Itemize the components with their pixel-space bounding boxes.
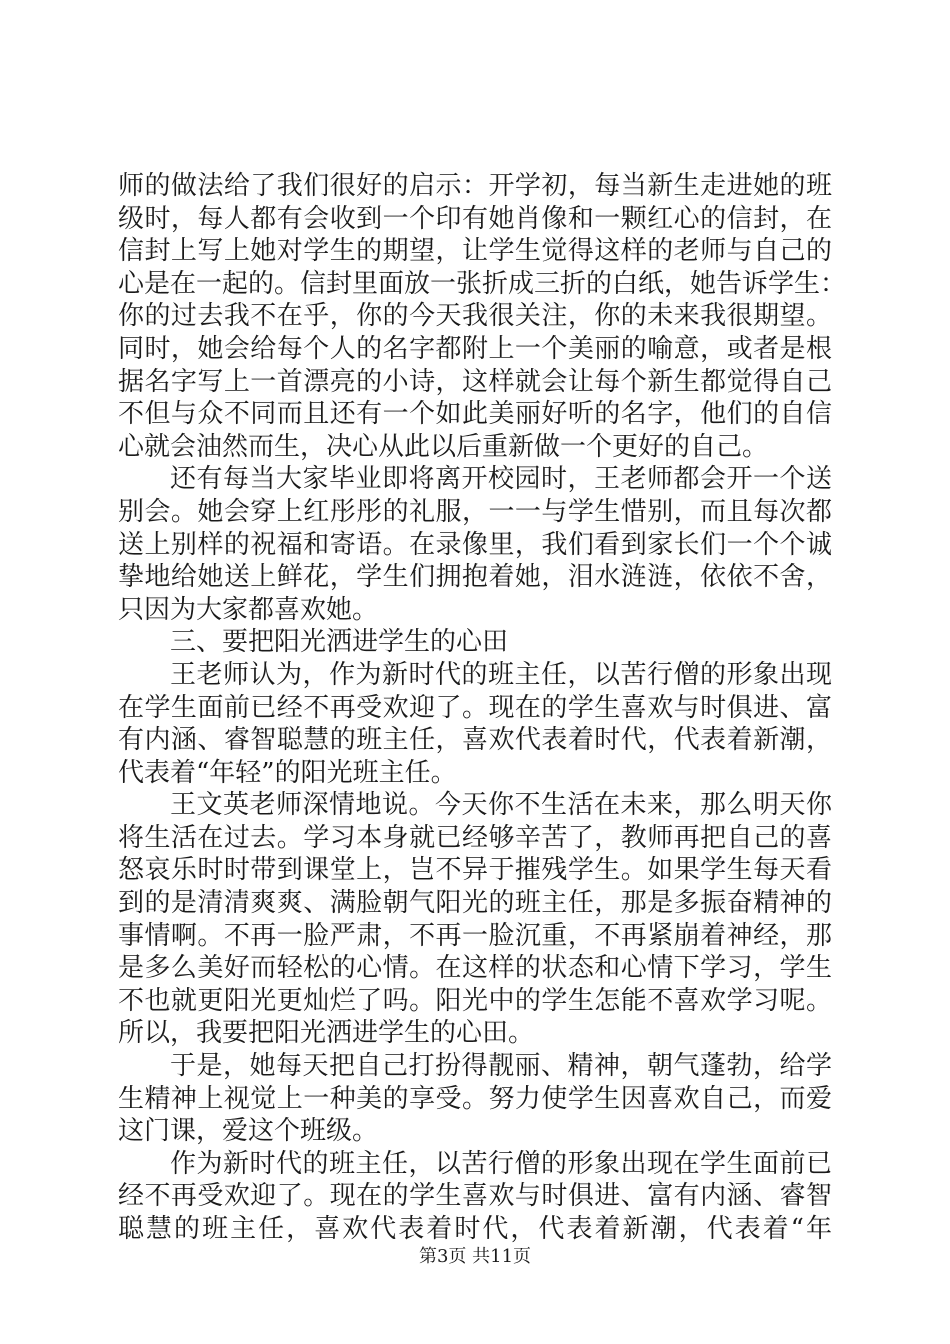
text-line: 这门课，爱这个班级。 [118, 1116, 379, 1147]
paragraph-start-line: 王文英老师深情地说。今天你不生活在未来，那么明天你 [170, 790, 832, 821]
text-line: 心就会油然而生，决心从此以后重新做一个更好的自己。 [118, 431, 769, 462]
text-line: 挚地给她送上鲜花，学生们拥抱着她，泪水涟涟，依依不舍， [118, 562, 832, 593]
section-heading: 三、要把阳光洒进学生的心田 [170, 627, 509, 658]
page-number-footer: 第3页 共11页 [418, 1246, 532, 1267]
text-line: 送上别样的祝福和寄语。在录像里，我们看到家长们一个个诚 [118, 529, 832, 560]
text-line: 怒哀乐时时带到课堂上，岂不异于摧残学生。如果学生每天看 [118, 855, 832, 886]
text-line: 在学生面前已经不再受欢迎了。现在的学生喜欢与时俱进、富 [118, 692, 832, 723]
text-line: 聪慧的班主任，喜欢代表着时代，代表着新潮，代表着“年 [118, 1214, 832, 1244]
text-line: 是多么美好而轻松的心情。在这样的状态和心情下学习，学生 [118, 953, 832, 984]
text-line: 不但与众不同而且还有一个如此美丽好听的名字，他们的自信 [118, 399, 832, 430]
paragraph-start-line: 作为新时代的班主任，以苦行僧的形象出现在学生面前已 [170, 1148, 832, 1179]
text-line: 生精神上视觉上一种美的享受。努力使学生因喜欢自己，而爱 [118, 1083, 832, 1114]
paragraph-start-line: 王老师认为，作为新时代的班主任，以苦行僧的形象出现 [170, 659, 832, 690]
paragraph-start-line: 于是，她每天把自己打扮得靓丽、精神，朝气蓬勃，给学 [170, 1051, 832, 1082]
text-line: 有内涵、睿智聪慧的班主任，喜欢代表着时代，代表着新潮， [118, 725, 832, 756]
text-line: 所以，我要把阳光洒进学生的心田。 [118, 1018, 535, 1049]
text-line: 事情啊。不再一脸严肃，不再一脸沉重，不再紧崩着神经，那 [118, 920, 832, 951]
text-line: 不也就更阳光更灿烂了吗。阳光中的学生怎能不喜欢学习呢。 [118, 985, 832, 1016]
paragraph-start-line: 还有每当大家毕业即将离开校园时，王老师都会开一个送 [170, 464, 832, 495]
text-line: 你的过去我不在乎，你的今天我很关注，你的未来我很期望。 [118, 301, 832, 332]
document-body [118, 170, 847, 1246]
text-line: 信封上写上她对学生的期望，让学生觉得这样的老师与自己的 [118, 236, 832, 267]
text-line: 将生活在过去。学习本身就已经够辛苦了，教师再把自己的喜 [118, 822, 832, 853]
text-line: 据名字写上一首漂亮的小诗，这样就会让每个新生都觉得自己 [118, 366, 832, 397]
text-line: 师的做法给了我们很好的启示：开学初，每当新生走进她的班 [118, 171, 832, 201]
text-line: 经不再受欢迎了。现在的学生喜欢与时俱进、富有内涵、睿智 [118, 1181, 832, 1212]
text-line: 同时，她会给每个人的名字都附上一个美丽的喻意，或者是根 [118, 333, 832, 364]
text-line: 到的是清清爽爽、满脸朝气阳光的班主任，那是多振奋精神的 [118, 888, 832, 919]
text-line: 只因为大家都喜欢她。 [118, 594, 379, 625]
text-line: 心是在一起的。信封里面放一张折成三折的白纸，她告诉学生： [118, 268, 847, 299]
text-line: 级时，每人都有会收到一个印有她肖像和一颗红心的信封，在 [118, 203, 832, 234]
text-line: 代表着“年轻”的阳光班主任。 [118, 757, 457, 788]
text-line: 别会。她会穿上红彤彤的礼服，一一与学生惜别，而且每次都 [118, 496, 832, 527]
